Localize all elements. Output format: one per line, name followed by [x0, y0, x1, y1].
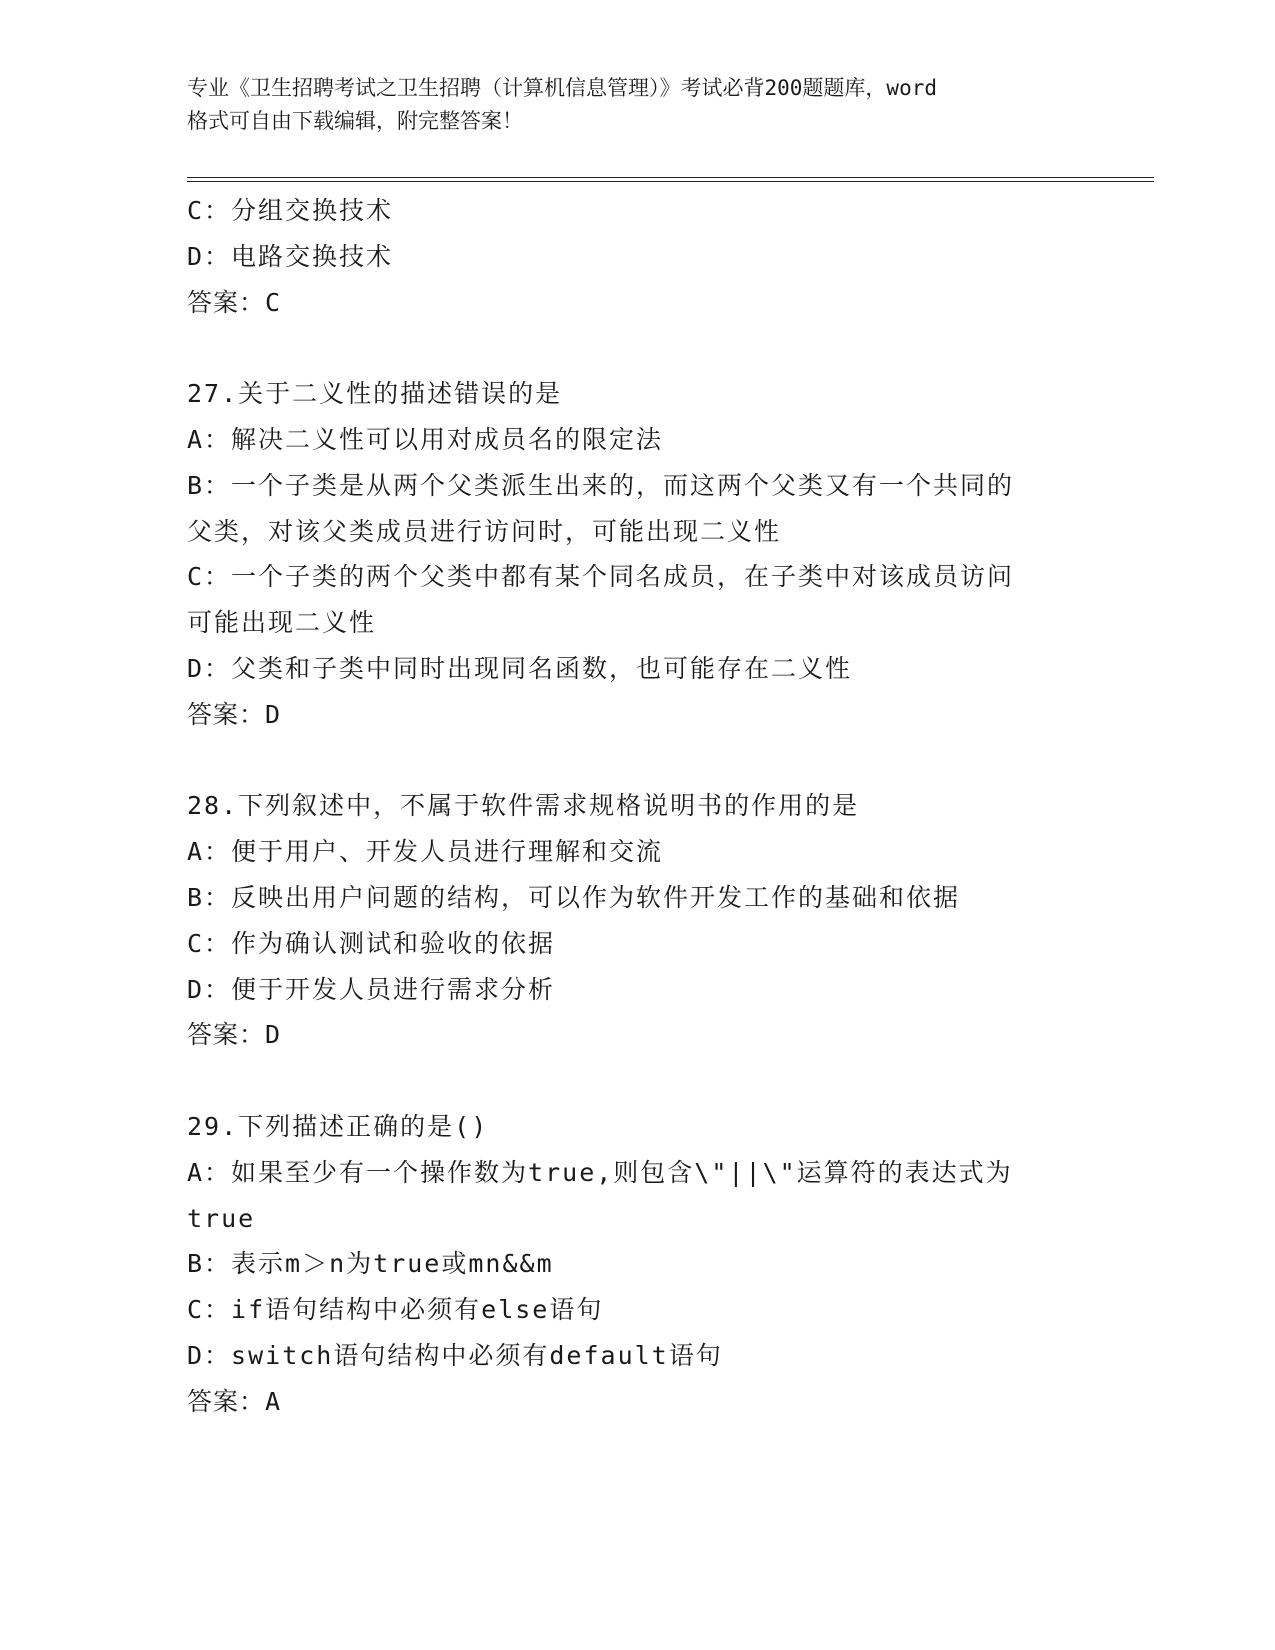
option-line: D：switch语句结构中必须有default语句 [187, 1340, 723, 1370]
header-line-2: 格式可自由下载编辑，附完整答案！ [187, 109, 523, 133]
question-block [187, 783, 1167, 1058]
option-line: B：反映出用户问题的结构，可以作为软件开发工作的基础和依据 [187, 882, 961, 912]
option-line: A：如果至少有一个操作数为true,则包含\"||\"运算符的表达式为 [187, 1157, 1013, 1187]
question-title: 27.关于二义性的描述错误的是 [187, 379, 563, 409]
option-line: C：if语句结构中必须有else语句 [187, 1295, 604, 1325]
option-line: 父类，对该父类成员进行访问时，可能出现二义性 [187, 516, 782, 546]
option-line: C：分组交换技术 [187, 196, 394, 225]
block-spacer [187, 1058, 1167, 1104]
option-line: D：父类和子类中同时出现同名函数，也可能存在二义性 [187, 653, 853, 683]
question-title: 29.下列描述正确的是() [187, 1111, 489, 1141]
document-header [187, 72, 1087, 138]
answer-line: 答案：D [187, 1020, 282, 1050]
option-line: D：便于开发人员进行需求分析 [187, 974, 556, 1004]
option-line: B：一个子类是从两个父类派生出来的，而这两个父类又有一个共同的 [187, 470, 1015, 500]
option-line: A：便于用户、开发人员进行理解和交流 [187, 837, 664, 867]
option-line: C：作为确认测试和验收的依据 [187, 928, 556, 958]
answer-line: 答案：C [187, 287, 282, 317]
block-spacer [187, 738, 1167, 784]
question-list [187, 188, 1167, 1425]
header-line-1: 专业《卫生招聘考试之卫生招聘（计算机信息管理）》考试必背200题题库，word [187, 76, 937, 100]
question-block [187, 1104, 1167, 1425]
option-line: 可能出现二义性 [187, 608, 377, 638]
option-line: C：一个子类的两个父类中都有某个同名成员，在子类中对该成员访问 [187, 562, 1015, 592]
header-rule-top [187, 177, 1154, 178]
option-line: A：解决二义性可以用对成员名的限定法 [187, 424, 664, 454]
option-line: D：电路交换技术 [187, 241, 394, 271]
header-rule-bottom [187, 181, 1154, 182]
answer-line: 答案：A [187, 1386, 282, 1416]
answer-line: 答案：D [187, 699, 282, 729]
question-block [187, 371, 1167, 737]
question-block [187, 188, 1167, 325]
option-line: B：表示m＞n为true或mn&&m [187, 1249, 554, 1279]
option-line: true [187, 1203, 256, 1233]
block-spacer [187, 325, 1167, 371]
question-title: 28.下列叙述中，不属于软件需求规格说明书的作用的是 [187, 791, 860, 821]
